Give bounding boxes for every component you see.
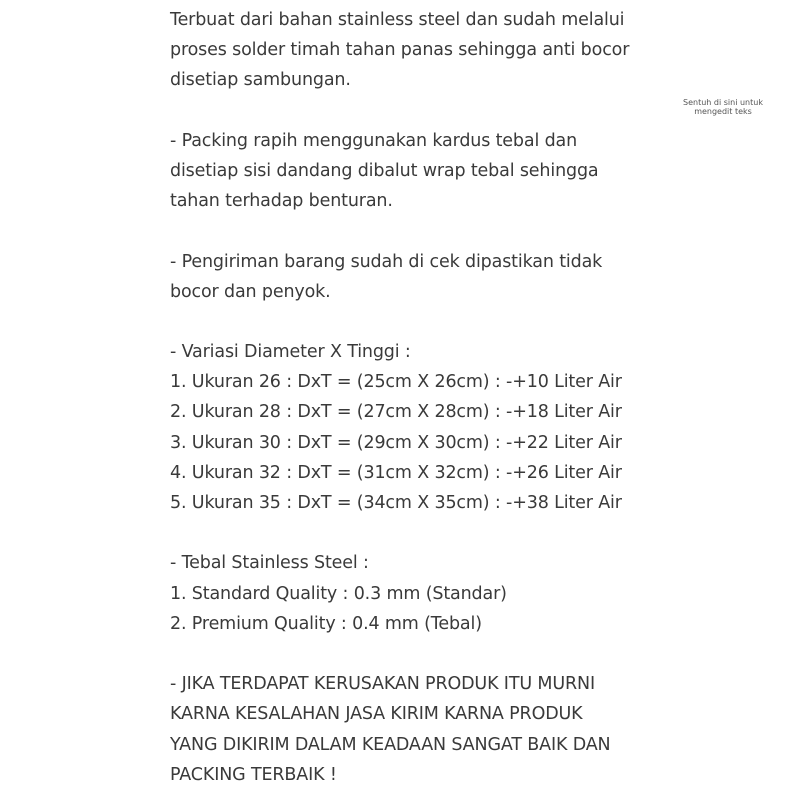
variant-item: 1. Ukuran 26 : DxT = (25cm X 26cm) : -+10 Liter Air xyxy=(170,372,622,393)
description-text-editor[interactable] xyxy=(170,5,650,790)
packing-line: - Packing rapih menggunakan kardus tebal dan xyxy=(170,130,578,151)
blank-line xyxy=(170,518,650,548)
intro-line: disetiap sambungan. xyxy=(170,70,351,91)
warning-line: - JIKA TERDAPAT KERUSAKAN PRODUK ITU MURNI xyxy=(170,674,595,695)
thickness-item: 1. Standard Quality : 0.3 mm (Standar) xyxy=(170,583,507,604)
intro-line: Terbuat dari bahan stainless steel dan sudah melalui xyxy=(170,10,625,30)
variant-item: 3. Ukuran 30 : DxT = (29cm X 30cm) : -+22 Liter Air xyxy=(170,432,622,453)
shipping-line: bocor dan penyok. xyxy=(170,281,331,302)
edit-text-hint[interactable]: Sentuh di sini untuk mengedit teks xyxy=(683,98,763,116)
variants-heading: - Variasi Diameter X Tinggi : xyxy=(170,342,411,363)
intro-line: proses solder timah tahan panas sehingga anti bocor xyxy=(170,40,630,61)
blank-line xyxy=(170,639,650,669)
blank-line xyxy=(170,96,650,126)
warning-line: KARNA KESALAHAN JASA KIRIM KARNA PRODUK xyxy=(170,704,583,725)
variant-item: 4. Ukuran 32 : DxT = (31cm X 32cm) : -+26 Liter Air xyxy=(170,462,622,483)
warning-line: YANG DIKIRIM DALAM KEADAAN SANGAT BAIK DAN xyxy=(170,734,611,755)
packing-line: disetiap sisi dandang dibalut wrap tebal sehingga xyxy=(170,160,599,181)
blank-line xyxy=(170,307,650,337)
thickness-heading: - Tebal Stainless Steel : xyxy=(170,553,369,574)
shipping-line: - Pengiriman barang sudah di cek dipastikan tidak xyxy=(170,251,603,272)
variant-item: 2. Ukuran 28 : DxT = (27cm X 28cm) : -+18 Liter Air xyxy=(170,402,622,423)
thickness-item: 2. Premium Quality : 0.4 mm (Tebal) xyxy=(170,613,482,634)
variant-item: 5. Ukuran 35 : DxT = (34cm X 35cm) : -+38 Liter Air xyxy=(170,493,622,513)
blank-line xyxy=(170,216,650,246)
warning-line: PACKING TERBAIK ! xyxy=(170,764,337,785)
packing-line: tahan terhadap benturan. xyxy=(170,191,393,212)
